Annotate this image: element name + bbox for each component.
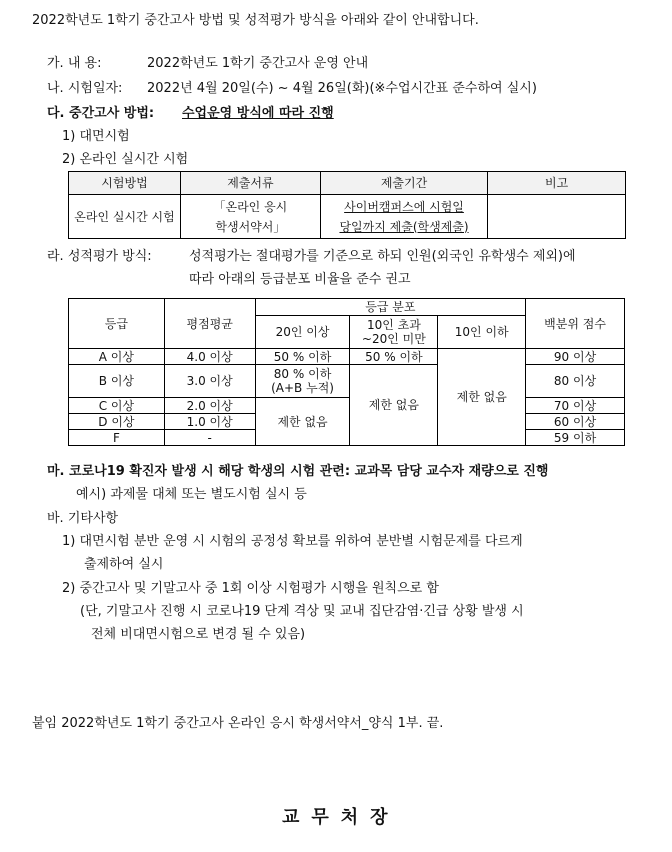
grade-cell: D 이상 [69,414,165,430]
section-ba-item2-line1: 2) 중간고사 및 기말고사 중 1회 이상 시험평가 시행을 원칙으로 함 [62,581,439,596]
dist-20-cell: 제한 없음 [255,398,350,446]
section-ba-item2-line2: (단, 기말고사 진행 시 코로나19 단계 격상 및 교내 집단감염·긴급 상황 발생 시 [80,604,524,619]
dist-10-cell: 제한 없음 [438,349,526,446]
grade-distribution-table [68,298,625,446]
exam-cell-method: 온라인 실시간 시험 [69,195,181,239]
grade-row-c [69,398,625,414]
grade-header-dist: 등급 분포 [255,299,526,316]
exam-cell-docs [180,195,320,239]
section-ga-label: 가. 내 용: [47,56,102,71]
exam-table-header-row [69,172,626,195]
grade-cell: A 이상 [69,349,165,365]
attachment-note: 붙임 2022학년도 1학기 중간고사 온라인 응시 학생서약서_양식 1부. 끝. [32,716,444,731]
section-na-text: 2022년 4월 20일(수) ~ 4월 26일(화)(※수업시간표 준수하여 실시) [147,81,537,96]
section-ga-text: 2022학년도 1학기 중간고사 운영 안내 [147,56,369,71]
pct-cell: 70 이상 [526,398,625,414]
grade-header-20: 20인 이상 [255,316,350,349]
section-da-label: 다. 중간고사 방법: [47,106,155,121]
section-ra-line2: 따라 아래의 등급분포 비율을 준수 권고 [189,272,411,287]
signature-title: 교무처장 [282,807,400,828]
exam-docs-line2: 학생서약서」 [215,219,286,234]
section-ba-item1-line2: 출제하여 실시 [84,557,164,572]
exam-header-method: 시험방법 [69,172,181,195]
gpa-cell: 3.0 이상 [164,365,255,398]
section-da-item2: 2) 온라인 실시간 시험 [62,152,189,167]
exam-cell-period [320,195,487,239]
section-ma-line1: 마. 코로나19 확진자 발생 시 해당 학생의 시험 관련: 교과목 담당 교수자 재량으로 진행 [47,464,549,479]
exam-header-period: 제출기간 [320,172,487,195]
exam-header-note: 비고 [488,172,626,195]
grade-header-10-20-line2: ~20인 미만 [361,332,426,346]
gpa-cell: 2.0 이상 [164,398,255,414]
gpa-cell: - [164,430,255,446]
dist-10-20-cell: 50 % 이하 [350,349,438,365]
dist-10-20-cell: 제한 없음 [350,365,438,446]
grade-header-pct: 백분위 점수 [526,299,625,349]
grade-cell: F [69,430,165,446]
section-ra-line1: 성적평가는 절대평가를 기준으로 하되 인원(외국인 유학생수 제외)에 [189,249,576,264]
grade-header-10: 10인 이하 [438,316,526,349]
grade-header-10-20-line1: 10인 초과 [366,318,421,332]
grade-header-row1 [69,299,625,316]
pct-cell: 60 이상 [526,414,625,430]
exam-docs-line1: 「온라인 응시 [213,199,288,214]
exam-period-line1: 사이버캠퍼스에 시험일 [344,199,464,214]
grade-cell: B 이상 [69,365,165,398]
intro-text: 2022학년도 1학기 중간고사 방법 및 성적평가 방식을 아래와 같이 안내합니다. [32,13,479,28]
section-da-text: 수업운영 방식에 따라 진행 [182,106,334,121]
dist-20-cell: 50 % 이하 [255,349,350,365]
section-da-item1: 1) 대면시험 [62,129,130,144]
exam-cell-note [488,195,626,239]
dist-20-b-line1: 80 % 이하 [273,367,332,381]
grade-header-gpa: 평점평균 [164,299,255,349]
exam-period-line2: 당일까지 제출(학생제출) [339,219,469,234]
exam-method-table [68,171,626,239]
pct-cell: 59 이하 [526,430,625,446]
dist-20-cell [255,365,350,398]
section-ra-label: 라. 성적평가 방식: [47,249,152,264]
pct-cell: 80 이상 [526,365,625,398]
grade-cell: C 이상 [69,398,165,414]
grade-header-10-20 [350,316,438,349]
exam-header-docs: 제출서류 [180,172,320,195]
grade-header-grade: 등급 [69,299,165,349]
section-ba-item2-line3: 전체 비대면시험으로 변경 될 수 있음) [91,627,306,642]
gpa-cell: 1.0 이상 [164,414,255,430]
grade-row-b [69,365,625,398]
gpa-cell: 4.0 이상 [164,349,255,365]
section-ma-line2: 예시) 과제물 대체 또는 별도시험 실시 등 [76,487,307,502]
grade-row-a [69,349,625,365]
dist-20-b-line2: (A+B 누적) [271,381,334,395]
section-na-label: 나. 시험일자: [47,81,123,96]
section-ba-label: 바. 기타사항 [47,511,119,526]
exam-table-row [69,195,626,239]
section-ba-item1-line1: 1) 대면시험 분반 운영 시 시험의 공정성 확보를 위하여 분반별 시험문제를 다르게 [62,534,523,549]
pct-cell: 90 이상 [526,349,625,365]
